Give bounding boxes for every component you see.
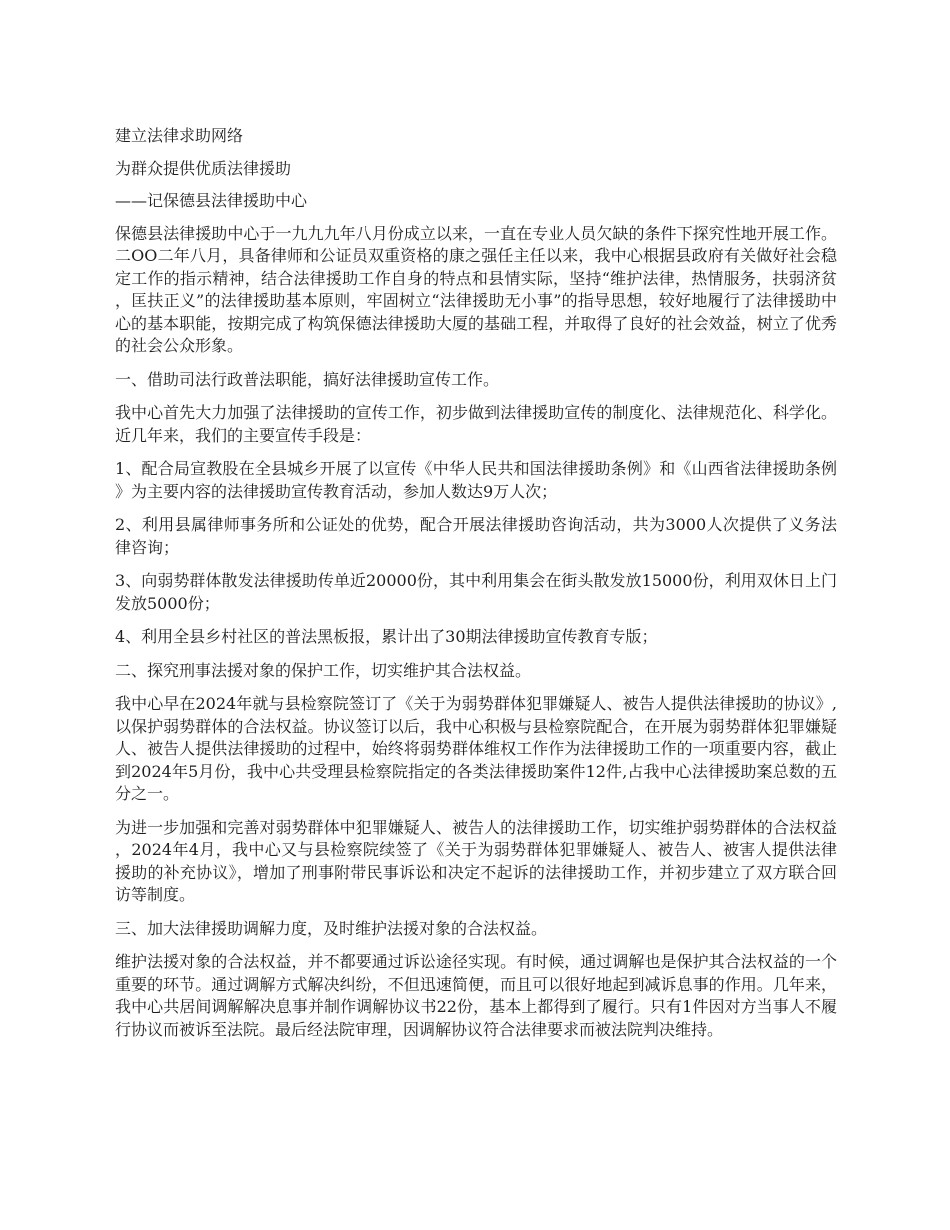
list-item-1: 1、配合局宣教股在全县城乡开展了以宣传《中华人民共和国法律援助条例》和《山西省法律援助条例》为主要内容的法律援助宣传教育活动，参加人数达9万人次； bbox=[115, 459, 837, 501]
list-item-2: 2、利用县属律师事务所和公证处的优势，配合开展法律援助咨询活动，共为3000人次提供了义务法律咨询； bbox=[115, 515, 837, 557]
section-heading-1: 一、借助司法行政普法职能，搞好法律援助宣传工作。 bbox=[115, 369, 500, 389]
section-heading-2: 二、探究刑事法援对象的保护工作，切实维护其合法权益。 bbox=[115, 660, 532, 680]
document-title: 建立法律求助网络 bbox=[115, 126, 244, 145]
document-page bbox=[115, 125, 837, 1052]
body-paragraph: 维护法援对象的合法权益，并不都要通过诉讼途径实现。有时候，通过调解也是保护其合法权益的一个重要的环节。通过调解方式解决纠纷，不但迅速简便，而且可以很好地起到减诉息事的作用。几年来，我中心共居间调解解决息事并制作调解协议书22份，基本上都得到了履行。只有1件因对方当事人不履行协议而被诉至法院。最后经法院审理，因调解协议符合法律要求而被法院判决维持。 bbox=[115, 952, 837, 1039]
body-paragraph: 我中心首先大力加强了法律援助的宣传工作，初步做到法律援助宣传的制度化、法律规范化、科学化。近几年来，我们的主要宣传手段是： bbox=[115, 403, 837, 445]
document-subtitle: 为群众提供优质法律援助 bbox=[115, 158, 292, 178]
body-paragraph: 为进一步加强和完善对弱势群体中犯罪嫌疑人、被告人的法律援助工作，切实维护弱势群体的合法权益，2024年4月，我中心又与县检察院续签了《关于为弱势群体犯罪嫌疑人、被告人、被害人提供法律援助的补充协议》，增加了刑事附带民事诉讼和决定不起诉的法律援助工作，并初步建立了双方联合回访等制度。 bbox=[115, 817, 837, 904]
intro-paragraph: 保德县法律援助中心于一九九九年八月份成立以来，一直在专业人员欠缺的条件下探究性地开展工作。二OO二年八月，具备律师和公证员双重资格的康之强任主任以来，我中心根据县政府有关做好社会稳定工作的指示精神，结合法律援助工作自身的特点和县情实际，坚持“维护法律，热情服务，扶弱济贫，匡扶正义”的法律援助基本原则，牢固树立“法律援助无小事”的指导思想，较好地履行了法律援助中心的基本职能，按期完成了构筑保德法律援助大厦的基础工程，并取得了良好的社会效益，树立了优秀的社会公众形象。 bbox=[115, 223, 837, 355]
document-byline: ——记保德县法律援助中心 bbox=[115, 191, 308, 210]
list-item-3: 3、向弱势群体散发法律援助传单近20000份，其中利用集会在街头散发放15000份，利用双休日上门发放5000份； bbox=[115, 571, 837, 613]
body-paragraph: 我中心早在2024年就与县检察院签订了《关于为弱势群体犯罪嫌疑人、被告人提供法律援助的协议》,以保护弱势群体的合法权益。协议签订以后，我中心积极与县检察院配合，在开展为弱势群体犯罪嫌疑人、被告人提供法律援助的过程中，始终将弱势群体维权工作作为法律援助工作的一项重要内容，截止到2024年5月份，我中心共受理县检察院指定的各类法律援助案件12件,占我中心法律援助案总数的五分之一。 bbox=[115, 694, 837, 803]
list-item-4: 4、利用全县乡村社区的普法黑板报，累计出了30期法律援助宣传教育专版； bbox=[115, 627, 658, 646]
section-heading-3: 三、加大法律援助调解力度，及时维护法援对象的合法权益。 bbox=[115, 918, 548, 938]
